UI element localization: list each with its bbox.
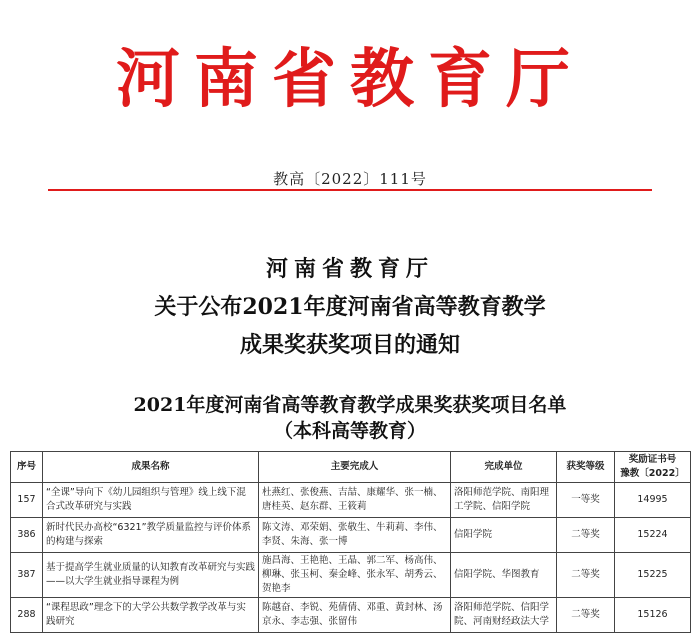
cell-seq: 386 [11,518,43,553]
cell-cert: 14995 [615,483,691,518]
list-heading [0,392,700,444]
cell-people: 陈文涛、邓荣娟、张敬生、牛莉莉、李伟、李贤、朱海、张一博 [259,518,451,553]
notice-title [0,250,700,364]
header-cert-line2: 豫教〔2022〕 [620,468,685,479]
header-grade: 获奖等级 [557,452,615,483]
awards-table [10,451,691,633]
cell-unit: 信阳学院 [451,518,557,553]
cell-seq: 157 [11,483,43,518]
cell-seq: 387 [11,553,43,598]
cell-seq: 288 [11,598,43,633]
header-cert-line1: 奖励证书号 [628,454,677,465]
cell-grade: 一等奖 [557,483,615,518]
notice-title-line2: 成果奖获奖项目的通知 [239,332,460,358]
header-cert [615,452,691,483]
cell-cert: 15225 [615,553,691,598]
cell-name: “全课”导向下《幼儿园组织与管理》线上线下混合式改革研究与实践 [43,483,259,518]
table-header-row [11,452,691,483]
table-row [11,518,691,553]
list-heading-main: 2021年度河南省高等教育教学成果奖获奖项目名单 [133,394,567,416]
cell-name: 新时代民办高校“6321”教学质量监控与评价体系的构建与探索 [43,518,259,553]
cell-cert: 15224 [615,518,691,553]
cell-name: “课程思政”理念下的大学公共数学教学改革与实践研究 [43,598,259,633]
cell-grade: 二等奖 [557,598,615,633]
header-unit: 完成单位 [451,452,557,483]
cell-people: 杜燕红、张俊燕、吉喆、康耀华、张一楠、唐桂英、赵东群、王筱莉 [259,483,451,518]
header-people: 主要完成人 [259,452,451,483]
header-name: 成果名称 [43,452,259,483]
list-heading-sub: （本科高等教育） [273,420,426,442]
table-row [11,483,691,518]
document-number: 教高〔2022〕111号 [273,170,427,188]
masthead-title: 河南省教育厅 [116,42,584,117]
notice-title-line1: 关于公布2021年度河南省高等教育教学 [154,294,546,320]
cell-grade: 二等奖 [557,518,615,553]
table-row [11,598,691,633]
red-divider [48,189,652,191]
cell-people: 施昌海、王艳艳、王晶、郭二军、杨高伟、柳琳、张玉柯、秦金峰、张永军、胡秀云、贺艳李 [259,553,451,598]
cell-people: 陈越奋、李锐、苑倩倩、邓重、黄封林、汤京永、李志强、张留伟 [259,598,451,633]
notice-issuer: 河南省教育厅 [265,256,434,282]
cell-unit: 洛阳师范学院、南阳理工学院、信阳学院 [451,483,557,518]
cell-unit: 洛阳师范学院、信阳学院、河南财经政法大学 [451,598,557,633]
cell-cert: 15126 [615,598,691,633]
cell-name: 基于提高学生就业质量的认知教育改革研究与实践——以大学生就业指导课程为例 [43,553,259,598]
cell-unit: 信阳学院、华图教育 [451,553,557,598]
table-row [11,553,691,598]
cell-grade: 二等奖 [557,553,615,598]
header-seq: 序号 [11,452,43,483]
